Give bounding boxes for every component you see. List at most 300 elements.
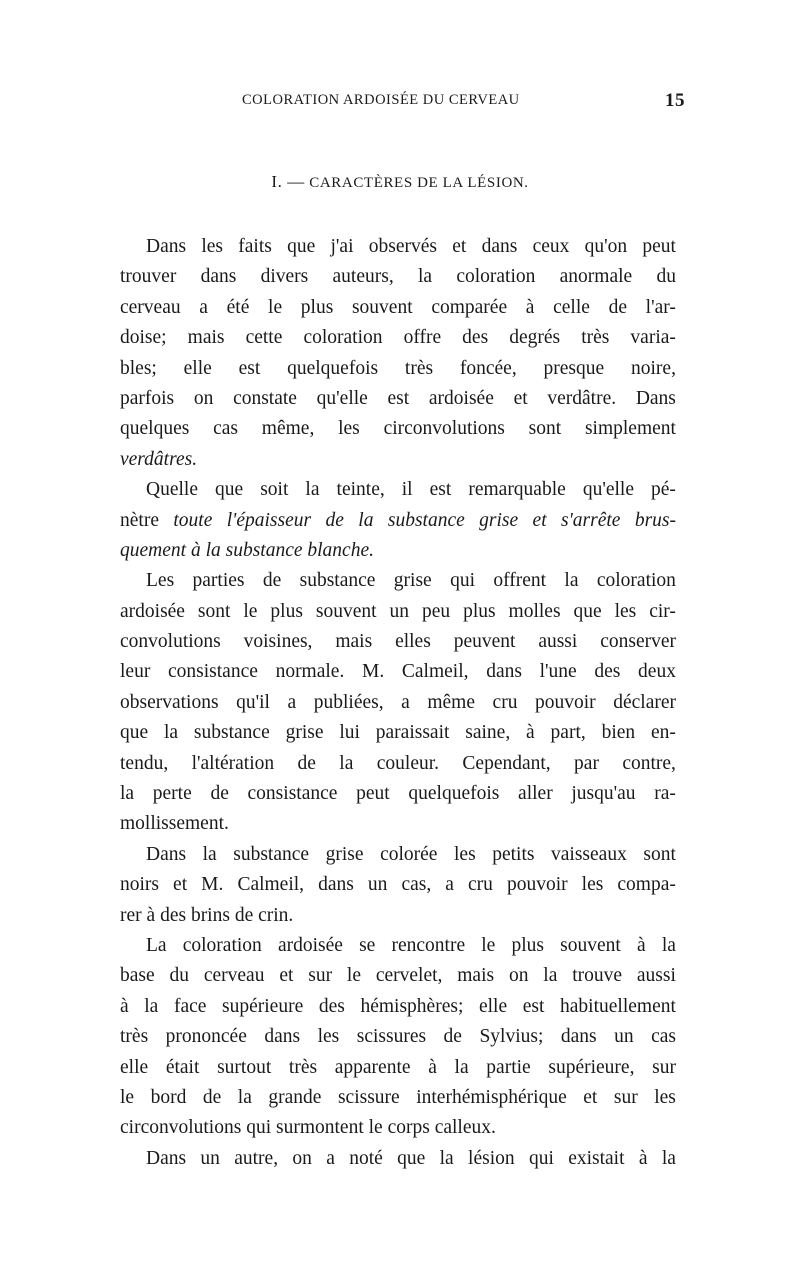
word: Sylvius; <box>479 1026 544 1048</box>
word: nètre <box>120 509 159 531</box>
word: bien <box>601 722 636 744</box>
word: saine, <box>465 722 511 744</box>
word: s'arrête <box>561 509 621 531</box>
word: peu <box>421 600 451 622</box>
word: circonvolutions <box>120 1117 247 1139</box>
word: observés <box>368 236 437 257</box>
word: à <box>637 934 646 956</box>
word: les <box>581 874 604 896</box>
text-line <box>120 293 676 323</box>
word: coloration <box>456 266 536 288</box>
word: bles; <box>120 357 157 379</box>
word: la <box>661 934 676 956</box>
word: grise <box>285 722 324 744</box>
word: cette <box>245 327 283 349</box>
word: quement <box>120 539 191 561</box>
word: Dans <box>146 1147 187 1169</box>
word: la <box>661 1147 676 1169</box>
word: a <box>287 691 297 713</box>
word: calleux. <box>434 1117 496 1139</box>
word: j'ai <box>330 236 354 257</box>
word: et <box>452 236 467 257</box>
word: à <box>190 539 206 561</box>
word: prononcée <box>165 1026 247 1048</box>
word: cas <box>213 418 239 440</box>
word: consistance <box>168 661 258 683</box>
word: par <box>574 752 599 774</box>
word: surtout <box>217 1056 272 1078</box>
word: la <box>205 539 226 561</box>
word: il <box>401 479 413 501</box>
word: les <box>338 418 360 440</box>
word: souvent <box>351 296 413 318</box>
word: corps <box>387 1117 435 1139</box>
text-line <box>120 779 676 809</box>
word: contre, <box>622 752 676 774</box>
word: elle <box>183 357 212 379</box>
word: la <box>358 509 374 531</box>
text-line <box>120 475 676 505</box>
word: qu'elle <box>582 479 634 501</box>
word: de <box>202 1086 222 1108</box>
word: la <box>305 479 320 501</box>
word: cerveau <box>120 296 181 318</box>
text-line <box>120 657 676 687</box>
word: aller <box>518 783 553 805</box>
word: Calmeil, <box>401 661 469 683</box>
word: de <box>297 752 316 774</box>
word: compa- <box>617 874 676 896</box>
word: part, <box>550 722 586 744</box>
word: la <box>164 722 179 744</box>
word: cas <box>651 1026 676 1048</box>
word: un <box>200 1147 220 1169</box>
word: Dans <box>146 236 187 257</box>
word: brins <box>190 904 235 926</box>
word: cas, <box>401 874 432 896</box>
word: supérieure, <box>548 1056 635 1078</box>
word: lésion <box>468 1147 515 1169</box>
word: et <box>532 509 547 531</box>
word: pouvoir <box>535 691 596 713</box>
word: et <box>513 387 528 409</box>
word: l'épaisseur <box>226 509 312 531</box>
word: scissures <box>356 1026 427 1048</box>
word: on <box>193 387 214 409</box>
word: elles <box>395 631 431 653</box>
word: des <box>318 995 345 1017</box>
word: molles <box>508 600 561 622</box>
word: que <box>287 236 316 257</box>
word: noté <box>349 1147 383 1169</box>
word: auteurs, <box>332 266 394 288</box>
word: substance <box>299 570 376 592</box>
word: la <box>454 1056 469 1078</box>
text-line <box>120 506 676 536</box>
word: souvent <box>315 600 377 622</box>
word: perte <box>152 783 192 805</box>
word: publiées, <box>313 691 384 713</box>
word: de <box>608 296 627 318</box>
word: de <box>443 1026 462 1048</box>
word: teinte, <box>336 479 385 501</box>
word: offre <box>403 327 442 349</box>
word: sur <box>308 965 333 987</box>
word: coloration <box>303 327 383 349</box>
word: cru <box>492 691 518 713</box>
text-line <box>120 323 676 353</box>
word: crin. <box>258 904 294 926</box>
word: leur <box>120 661 151 683</box>
word: convolutions <box>120 631 221 653</box>
word: a <box>326 1147 335 1169</box>
word: très <box>120 1026 149 1048</box>
word: ra- <box>654 783 676 805</box>
word: très <box>288 1056 318 1078</box>
word: bord <box>150 1086 187 1108</box>
word: substance <box>225 539 308 561</box>
word: offrent <box>493 570 547 592</box>
word: elle <box>120 1056 149 1078</box>
word: la <box>564 570 579 592</box>
word: sur <box>652 1056 676 1078</box>
word: elle <box>478 995 508 1017</box>
text-line <box>120 597 676 627</box>
word: et <box>279 965 294 987</box>
word: que <box>397 1147 426 1169</box>
word: l'une <box>539 661 577 683</box>
text-line <box>120 232 676 262</box>
word: circonvolutions <box>383 418 505 440</box>
word: rer <box>120 904 147 926</box>
word: constate <box>233 387 297 409</box>
word: et <box>583 1086 598 1108</box>
word: varia- <box>630 327 676 349</box>
word: grande <box>268 1086 322 1108</box>
text-line <box>120 840 676 870</box>
word: le <box>120 1086 135 1108</box>
word: très <box>581 327 610 349</box>
word: sont <box>643 843 676 865</box>
text-line <box>120 1022 676 1052</box>
word: cervelet, <box>375 965 443 987</box>
word: dans <box>486 661 522 683</box>
word: cir- <box>649 600 676 622</box>
word: et <box>173 874 188 896</box>
word: qu'on <box>584 236 628 257</box>
word: normale. <box>275 661 345 683</box>
word: est <box>387 387 410 409</box>
word: la <box>202 843 217 865</box>
word: mais <box>457 965 495 987</box>
section-number: I. — <box>271 172 305 191</box>
word: Quelle <box>146 479 198 501</box>
word: scissure <box>337 1086 400 1108</box>
word: ardoisée <box>428 387 494 409</box>
word: habituellement <box>560 995 676 1017</box>
word: face <box>173 995 207 1017</box>
word: sur <box>613 1086 638 1108</box>
word: à <box>638 1147 648 1169</box>
word: sont <box>197 600 231 622</box>
word: divers <box>260 266 309 288</box>
word: pé- <box>651 479 676 501</box>
word: mais <box>187 327 225 349</box>
text-line <box>120 718 676 748</box>
word: parfois <box>120 387 175 409</box>
word: faits <box>238 236 272 257</box>
word: trouve <box>572 965 623 987</box>
word: qui <box>246 1117 276 1139</box>
text-line <box>120 901 676 931</box>
word: a <box>445 874 454 896</box>
word: le <box>268 296 283 318</box>
section-title: CARACTÈRES DE LA LÉSION. <box>309 175 529 191</box>
word: est <box>522 995 545 1017</box>
word: peut <box>356 783 390 805</box>
word: lui <box>339 722 360 744</box>
word: substance <box>387 509 465 531</box>
word: des <box>462 327 489 349</box>
word: dans <box>264 1026 301 1048</box>
word: paraissait <box>375 722 450 744</box>
text-line <box>120 354 676 384</box>
word: supérieure <box>222 995 304 1017</box>
word: grise <box>325 843 364 865</box>
word: peuvent <box>453 631 516 653</box>
word: que <box>573 600 602 622</box>
text-line <box>120 961 676 991</box>
word: rencontre <box>391 934 466 956</box>
word: coloration <box>182 934 262 956</box>
word: se <box>359 934 376 956</box>
word: la <box>120 783 135 805</box>
word: sont <box>528 418 562 440</box>
word: toute <box>173 509 213 531</box>
word: jusqu'au <box>571 783 636 805</box>
text-line <box>120 749 676 779</box>
word: le <box>481 934 496 956</box>
word: dans <box>560 1026 597 1048</box>
word: déclarer <box>613 691 676 713</box>
running-head <box>120 92 685 116</box>
running-title: COLORATION ARDOISÉE DU CERVEAU <box>242 92 520 108</box>
word: les <box>654 1086 676 1108</box>
text-line <box>120 870 676 900</box>
word: Dans <box>146 843 187 865</box>
word: apparente <box>334 1056 411 1078</box>
word: les <box>317 1026 340 1048</box>
text-line <box>120 931 676 961</box>
word: des <box>160 904 191 926</box>
word: ceux <box>532 236 570 257</box>
word: à <box>120 995 129 1017</box>
word: noire, <box>631 357 676 379</box>
word: tendu, <box>120 752 169 774</box>
word: la <box>417 266 433 288</box>
word: simplement <box>584 418 676 440</box>
text-line <box>120 414 676 444</box>
word: soit <box>260 479 289 501</box>
word: de <box>210 783 229 805</box>
word: les <box>201 236 223 257</box>
word: parties <box>192 570 245 592</box>
word: souvent <box>560 934 621 956</box>
word: de <box>234 904 259 926</box>
word: un <box>389 600 410 622</box>
word: le <box>243 600 258 622</box>
word: vaisseaux <box>551 843 627 865</box>
word: mais <box>335 631 373 653</box>
word: les <box>454 843 476 865</box>
word: à <box>428 1056 437 1078</box>
word: couleur. <box>376 752 440 774</box>
text-line <box>120 1083 676 1113</box>
word: grise <box>479 509 519 531</box>
word: grise <box>393 570 432 592</box>
word: remarquable <box>468 479 566 501</box>
word: quelques <box>120 418 190 440</box>
text-line <box>120 1144 676 1174</box>
word: à <box>146 904 161 926</box>
word: de <box>325 509 344 531</box>
word: Cependant, <box>462 752 551 774</box>
word: qu'il <box>236 691 270 713</box>
word: ardoisée <box>277 934 343 956</box>
word: verdâtres. <box>120 448 198 470</box>
word: on <box>508 965 529 987</box>
word: degrés <box>509 327 561 349</box>
word: La <box>146 934 167 956</box>
text-line <box>120 688 676 718</box>
word: plus <box>463 600 496 622</box>
word: verdâtre. <box>547 387 617 409</box>
word: on <box>292 1147 312 1169</box>
word: qu'elle <box>316 387 368 409</box>
word: pouvoir <box>506 874 568 896</box>
word: été <box>226 296 250 318</box>
word: est <box>429 479 452 501</box>
word: dans <box>200 266 237 288</box>
word: deux <box>638 661 676 683</box>
word: Les <box>146 570 175 592</box>
text-line <box>120 627 676 657</box>
text-line <box>120 1053 676 1083</box>
word: interhémisphérique <box>416 1086 567 1108</box>
word: consistance <box>247 783 338 805</box>
word: quelquefois <box>287 357 379 379</box>
word: dans <box>318 874 354 896</box>
word: observations <box>120 691 219 713</box>
word: noirs <box>120 874 159 896</box>
word: hémisphères; <box>360 995 464 1017</box>
word: de <box>262 570 282 592</box>
word: à <box>526 722 535 744</box>
text-line <box>120 445 676 475</box>
word: que <box>215 479 244 501</box>
word: a <box>401 691 410 713</box>
word: qui <box>528 1147 554 1169</box>
word: M. <box>362 661 385 683</box>
word: quelquefois <box>408 783 500 805</box>
word: le <box>368 1117 388 1139</box>
word: a <box>199 296 208 318</box>
word: base <box>120 965 155 987</box>
word: mollissement. <box>120 813 229 835</box>
word: doise; <box>120 327 167 349</box>
word: cru <box>467 874 493 896</box>
word: aussi <box>636 965 676 987</box>
word: coloration <box>596 570 676 592</box>
word: la <box>144 995 159 1017</box>
word: Calmeil, <box>237 874 305 896</box>
word: un <box>614 1026 634 1048</box>
word: colorée <box>380 843 438 865</box>
word: cerveau <box>203 965 265 987</box>
text-line <box>120 536 676 566</box>
word: à <box>525 296 535 318</box>
word: substance <box>193 722 270 744</box>
word: dans <box>481 236 518 257</box>
word: très <box>404 357 434 379</box>
word: existait <box>568 1147 625 1169</box>
word: petits <box>492 843 535 865</box>
word: la <box>543 965 558 987</box>
word: la <box>237 1086 252 1108</box>
word: en- <box>651 722 676 744</box>
text-line <box>120 992 676 1022</box>
word: surmontent <box>276 1117 369 1139</box>
word: peut <box>642 236 676 257</box>
word: partie <box>486 1056 531 1078</box>
word: le <box>346 965 361 987</box>
word: l'ar- <box>645 296 676 318</box>
word: est <box>238 357 261 379</box>
word: substance <box>233 843 310 865</box>
word: autre, <box>234 1147 279 1169</box>
word: des <box>594 661 621 683</box>
word: la <box>439 1147 454 1169</box>
word: même <box>427 691 475 713</box>
word: comparée <box>431 296 508 318</box>
word: conserver <box>600 631 676 653</box>
word: anormale <box>559 266 633 288</box>
page-number: 15 <box>665 90 685 111</box>
word: voisines, <box>243 631 313 653</box>
section-heading <box>0 172 800 192</box>
word: celle <box>553 296 590 318</box>
word: presque <box>543 357 605 379</box>
word: était <box>165 1056 200 1078</box>
word: blanche. <box>307 539 374 561</box>
text-line <box>120 809 676 839</box>
word: l'altération <box>191 752 275 774</box>
word: aussi <box>538 631 578 653</box>
word: plus <box>511 934 545 956</box>
word: que <box>120 722 149 744</box>
text-line <box>120 566 676 596</box>
word: foncée, <box>459 357 517 379</box>
text-line <box>120 384 676 414</box>
word: du <box>169 965 189 987</box>
text-line <box>120 262 676 292</box>
word: brus- <box>634 509 676 531</box>
word: plus <box>270 600 303 622</box>
word: un <box>367 874 388 896</box>
body-text <box>120 232 676 1174</box>
word: trouver <box>120 266 177 288</box>
word: la <box>339 752 354 774</box>
